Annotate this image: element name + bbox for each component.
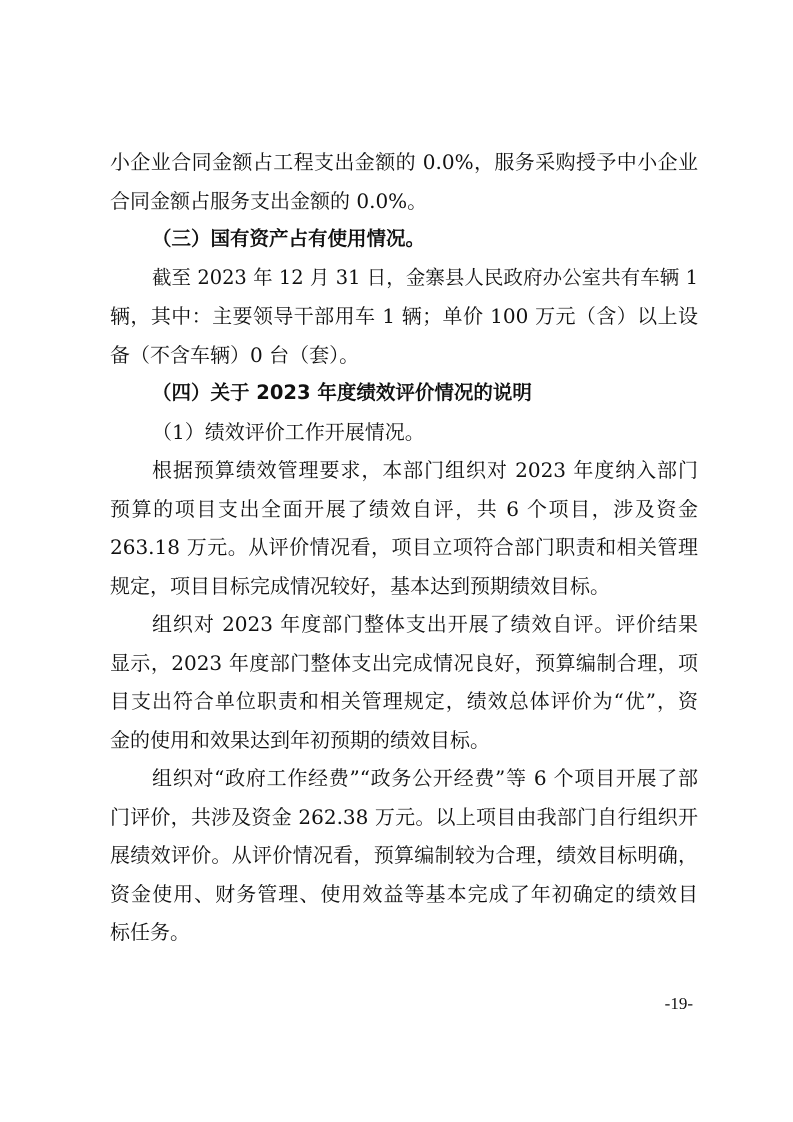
document-body — [110, 143, 698, 952]
text-line: 金的使用和效果达到年初预期的绩效目标。 — [110, 727, 490, 752]
text-line: 目支出符合单位职责和相关管理规定，绩效总体评价为“优”，资 — [110, 689, 698, 713]
text-line: 263.18 万元。从评价情况看，项目立项符合部门职责和相关管理 — [110, 535, 698, 559]
text-line: 截至 2023 年 12 月 31 日，金寨县人民政府办公室共有车辆 1 — [152, 265, 698, 289]
text-line: 展绩效评价。从评价情况看，预算编制较为合理，绩效目标明确， — [110, 843, 698, 867]
text-line: 门评价，共涉及资金 262.38 万元。以上项目由我部门自行组织开 — [110, 804, 698, 829]
text-line: 根据预算绩效管理要求，本部门组织对 2023 年度纳入部门 — [152, 458, 698, 482]
text-line: 规定，项目目标完成情况较好，基本达到预期绩效目标。 — [110, 573, 610, 598]
section-heading: （四）关于 2023 年度绩效评价情况的说明 — [152, 381, 532, 404]
text-line: 组织对 2023 年度部门整体支出开展了绩效自评。评价结果 — [152, 612, 698, 636]
text-line: 显示，2023 年度部门整体支出完成情况良好，预算编制合理，项 — [110, 650, 698, 675]
text-line: 资金使用、财务管理、使用效益等基本完成了年初确定的绩效目 — [110, 881, 698, 906]
text-line: 合同金额占服务支出金额的 0.0%。 — [110, 188, 428, 213]
text-line: 辆，其中：主要领导干部用车 1 辆；单价 100 万元（含）以上设 — [110, 304, 698, 328]
section-heading: （三）国有资产占有使用情况。 — [152, 227, 426, 250]
text-line: 小企业合同金额占工程支出金额的 0.0%，服务采购授予中小企业 — [110, 150, 698, 174]
text-line: 标任务。 — [110, 920, 190, 944]
text-line: 预算的项目支出全面开展了绩效自评，共 6 个项目，涉及资金 — [110, 496, 698, 521]
text-line: 备（不含车辆）0 台（套）。 — [110, 342, 360, 367]
page-number: -19- — [664, 994, 693, 1013]
subsection-heading: （1）绩效评价工作开展情况。 — [152, 419, 425, 444]
text-line: 组织对“政府工作经费”“政务公开经费”等 6 个项目开展了部 — [152, 766, 698, 790]
